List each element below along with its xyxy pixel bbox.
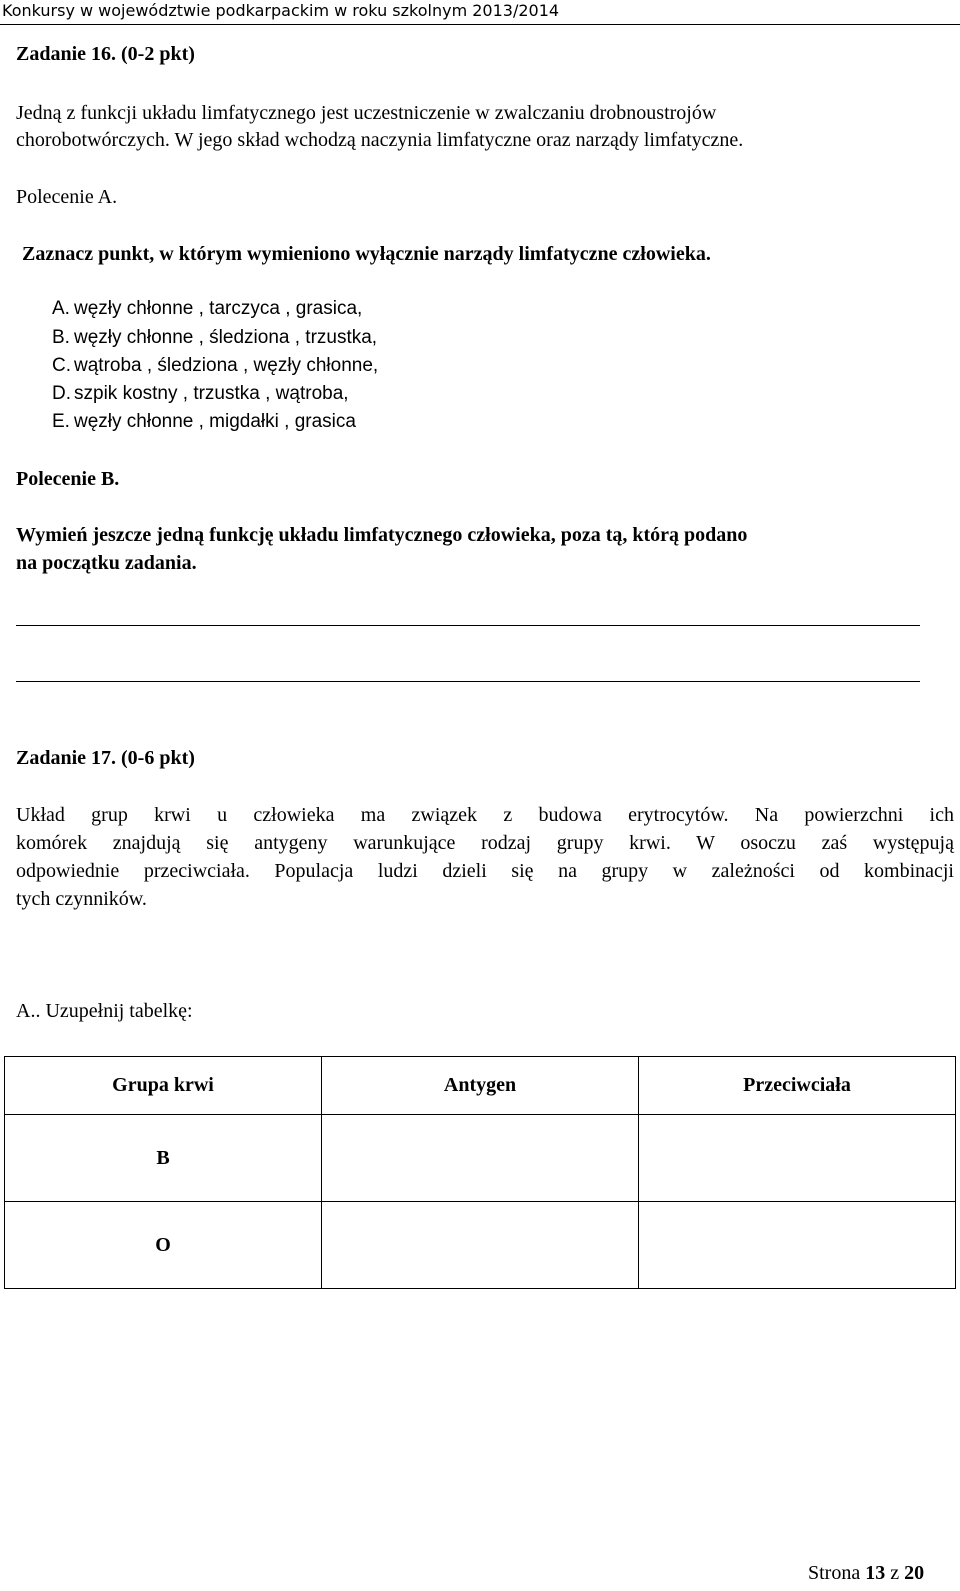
option-text: węzły chłonne , migdałki , grasica (74, 411, 356, 432)
option-letter: B. (52, 327, 70, 348)
option-letter: E. (52, 411, 70, 432)
task17-title: Zadanie 17. (0-6 pkt) (16, 747, 195, 769)
option-letter: A. (52, 298, 70, 319)
cell-antibodies-input[interactable] (639, 1115, 956, 1202)
option-b[interactable] (52, 326, 377, 350)
option-text: węzły chłonne , śledziona , trzustka, (74, 327, 378, 348)
option-text: węzły chłonne , tarczyca , grasica, (74, 298, 363, 319)
command-b-line1: Wymień jeszcze jedną funkcję układu limfatycznego człowieka, poza tą, którą podano (16, 524, 748, 546)
answer-line-1[interactable] (16, 625, 920, 626)
footer-middle: z (885, 1562, 905, 1584)
task16-intro-line2: chorobotwórczych. W jego skład wchodzą naczynia limfatyczne oraz narządy limfatyczne. (16, 129, 744, 151)
option-text: wątroba , śledziona , węzły chłonne, (74, 355, 379, 376)
column-header-antigen: Antygen (322, 1057, 639, 1115)
option-letter: D. (52, 383, 71, 404)
task17-para-line3: odpowiednie przeciwciała. Populacja ludzi dzieli się na grupy w zależności od kombinacji (16, 860, 954, 882)
option-e[interactable] (52, 410, 356, 434)
answer-line-2[interactable] (16, 681, 920, 682)
command-b-line2: na początku zadania. (16, 552, 197, 574)
table-row (5, 1202, 956, 1289)
task16-intro-line1: Jedną z funkcji układu limfatycznego jest uczestniczenie w zwalczaniu drobnoustrojów (16, 102, 717, 124)
task16-title: Zadanie 16. (0-2 pkt) (16, 43, 195, 65)
command-b-label: Polecenie B. (16, 468, 120, 490)
task17-para-line2: komórek znajdują się antygeny warunkujące rodzaj grupy krwi. W osoczu zaś występują (16, 832, 954, 854)
cell-antigen-input[interactable] (322, 1115, 639, 1202)
task17-para-line1: Układ grup krwi u człowieka ma związek z budowa erytrocytów. Na powierzchni ich (16, 804, 954, 826)
column-header-group: Grupa krwi (5, 1057, 322, 1115)
footer-prefix: Strona (808, 1562, 866, 1584)
blood-group-table (4, 1056, 956, 1289)
table-row (5, 1115, 956, 1202)
column-header-antibodies: Przeciwciała (639, 1057, 956, 1115)
option-a[interactable] (52, 297, 362, 321)
option-letter: C. (52, 355, 71, 376)
option-text: szpik kostny , trzustka , wątroba, (74, 383, 349, 404)
task17-para-line4: tych czynników. (16, 888, 147, 910)
footer-page-number: 13 (865, 1562, 886, 1584)
command-a-text: Zaznacz punkt, w którym wymieniono wyłącznie narządy limfatyczne człowieka. (22, 243, 711, 265)
footer-page-total: 20 (904, 1562, 925, 1584)
option-d[interactable] (52, 382, 349, 406)
cell-group: O (5, 1202, 322, 1289)
table-header-row (5, 1057, 956, 1115)
command-a-label: Polecenie A. (16, 186, 118, 208)
cell-antigen-input[interactable] (322, 1202, 639, 1289)
cell-antibodies-input[interactable] (639, 1202, 956, 1289)
cell-group: B (5, 1115, 322, 1202)
page-footer (808, 1560, 924, 1586)
page-header (0, 0, 960, 25)
task17-part-a: A.. Uzupełnij tabelkę: (16, 1000, 193, 1022)
header-text: Konkursy w województwie podkarpackim w roku szkolnym 2013/2014 (2, 1, 560, 20)
option-c[interactable] (52, 354, 378, 378)
